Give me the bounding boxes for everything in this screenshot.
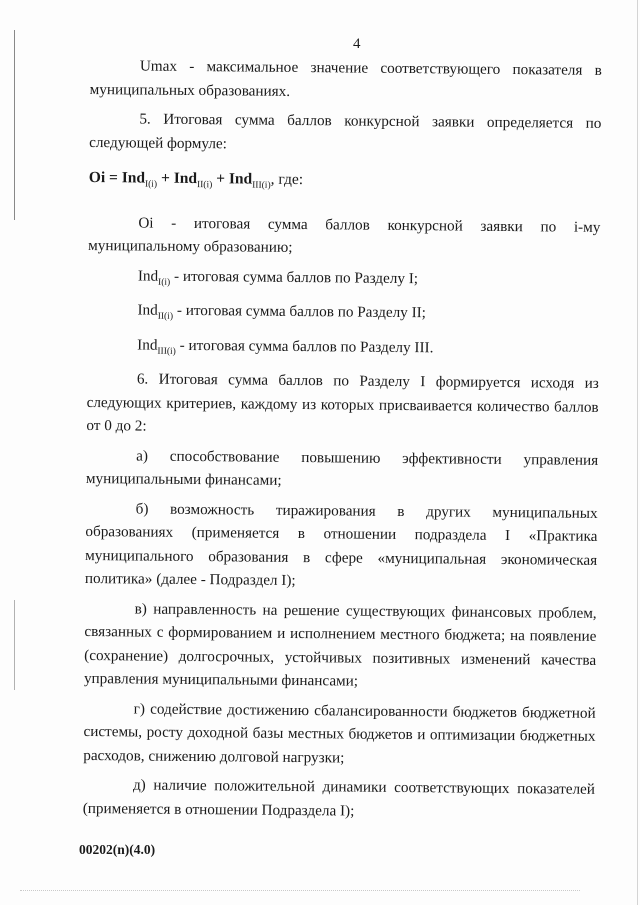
document-code: 00202(n)(4.0) (79, 842, 156, 857)
paragraph-6: 6. Итоговая сумма баллов по Разделу I формируется исходя из следующих критериев, каждому из которых присваивается количество баллов от 0 до 2: (86, 370, 599, 435)
formula-term-1-sub: I(i) (144, 179, 158, 190)
definition-text: - итоговая сумма баллов по Разделу III. (175, 336, 434, 356)
document-body (83, 54, 602, 831)
formula-term-2-sub: II(i) (196, 180, 213, 191)
formula-plus-1: + (157, 169, 174, 187)
definition-sub: III(i) (157, 346, 176, 357)
formula (89, 166, 601, 202)
definition-line (88, 264, 600, 299)
criterion-b: б) возможность тиражирования в других муниципальных образованиях (применяется в отношении подраздела I «Практика муниципального образования в сфере «муниципальная экономическая политика» (далее - Подраздел I); (84, 500, 598, 590)
scan-bottom-edge (20, 890, 580, 892)
definition-line (87, 298, 599, 333)
formula-term-3-sub: III(i) (252, 180, 271, 191)
criterion-d: д) наличие положительной динамики соответствующих показателей (применяется в отношении Подраздела I); (82, 776, 596, 820)
scan-edge-right (637, 0, 638, 905)
paragraph-5: 5. Итоговая сумма баллов конкурсной заявки определяется по следующей формуле: (89, 110, 602, 152)
definition-line (87, 333, 599, 368)
paragraph-oi: Oi - итоговая сумма баллов конкурсной заявки по i-му муниципальному образованию; (88, 214, 601, 257)
page-number: 4 (353, 36, 361, 52)
scan-edge-mark-lower (14, 600, 15, 690)
definition-sub: II(i) (157, 311, 174, 322)
definition-sub: I(i) (158, 277, 171, 288)
formula-tail: , где: (270, 170, 304, 189)
criterion-a: а) способствование повышению эффективности управления муниципальными финансами; (85, 447, 599, 490)
definition-text: - итоговая сумма баллов по Разделу I; (170, 267, 419, 287)
scan-edge-mark (14, 30, 15, 220)
criterion-v: в) направленность на решение существующих финансовых проблем, связанных с формированием и исполнением местного бюджета; на появление (сохранение) долгосрочных, устойчивых позитивных изменений качества управления муниципальными финансами; (83, 600, 597, 690)
definition-text: - итоговая сумма баллов по Разделу II; (173, 301, 427, 322)
formula-term-1: Ind (121, 169, 146, 187)
definition-name: Ind (137, 336, 158, 354)
formula-lhs: Oi = (88, 168, 122, 187)
formula-term-3: Ind (228, 170, 253, 188)
formula-plus-2: + (212, 170, 230, 188)
definition-name: Ind (137, 267, 159, 285)
criterion-g: г) содействие достижению сбалансированности бюджетов бюджетной системы, росту доходной базы местных бюджетов и оптимизации бюджетных расходов, снижению долговой нагрузки; (83, 700, 596, 767)
formula-term-2: Ind (173, 169, 198, 188)
paragraph-umax: Umax - максимальное значение соответствующего показателя в муниципальных образованиях. (89, 57, 602, 100)
definition-name: Ind (137, 301, 158, 319)
